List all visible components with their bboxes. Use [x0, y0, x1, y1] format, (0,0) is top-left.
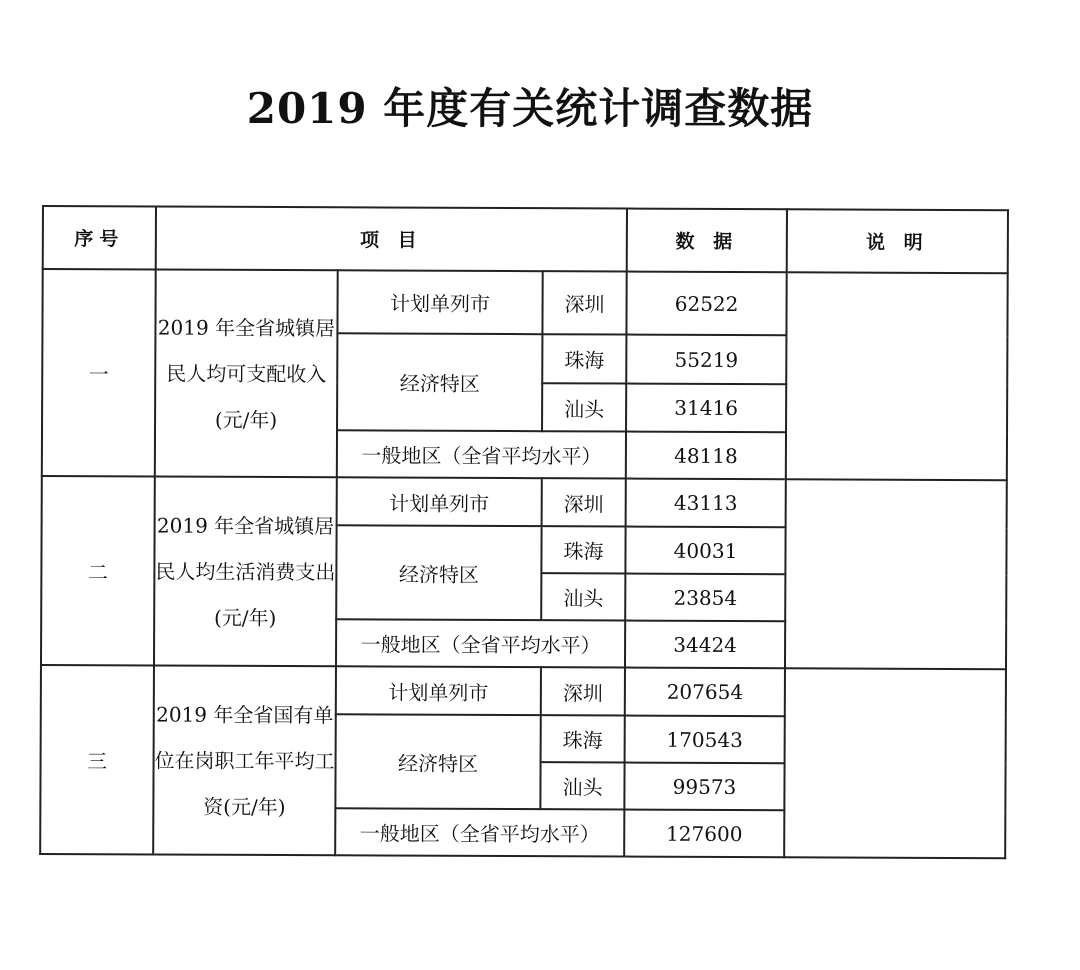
header-row: [43, 206, 1008, 273]
value-cell: 62522: [626, 272, 786, 336]
header-data: 数 据: [627, 209, 787, 273]
city-cell: 汕头: [540, 762, 624, 809]
value-cell: 43113: [626, 479, 786, 528]
section-index: 三: [40, 665, 154, 854]
city-cell: 汕头: [542, 383, 626, 431]
section-index: 二: [41, 476, 155, 665]
value-cell: 170543: [625, 716, 785, 764]
region-planned-city: 计划单列市: [337, 477, 542, 526]
city-cell: 珠海: [542, 334, 626, 383]
city-cell: 深圳: [542, 478, 626, 526]
section-item: 2019 年全省国有单位在岗职工年平均工资(元/年): [153, 665, 336, 855]
region-general: 一般地区（全省平均水平）: [337, 430, 626, 478]
region-sez: 经济特区: [335, 714, 540, 809]
statistics-table: [39, 205, 1009, 859]
city-cell: 深圳: [542, 271, 626, 334]
region-sez: 经济特区: [337, 333, 542, 431]
section-item: 2019 年全省城镇居民人均可支配收入(元/年): [155, 269, 338, 477]
note-cell: [786, 272, 1008, 480]
value-cell: 99573: [624, 763, 784, 811]
region-sez: 经济特区: [336, 525, 541, 620]
region-planned-city: 计划单列市: [337, 270, 542, 334]
city-cell: 珠海: [541, 715, 625, 762]
section-index: 一: [42, 269, 156, 476]
city-cell: 汕头: [541, 573, 625, 620]
note-cell: [784, 668, 1006, 858]
region-general: 一般地区（全省平均水平）: [335, 808, 624, 856]
section-item: 2019 年全省城镇居民人均生活消费支出(元/年): [154, 476, 337, 666]
table-row: [42, 269, 1007, 336]
city-cell: 珠海: [541, 526, 625, 573]
note-cell: [785, 479, 1007, 669]
value-cell: 31416: [626, 384, 786, 433]
header-item: 项 目: [156, 206, 627, 271]
value-cell: 207654: [625, 668, 785, 717]
header-index: 序号: [43, 206, 156, 269]
page-title: 2019 年度有关统计调查数据: [246, 84, 814, 133]
header-note: 说 明: [787, 209, 1008, 273]
region-general: 一般地区（全省平均水平）: [336, 619, 625, 667]
value-cell: 23854: [625, 574, 785, 622]
city-cell: 深圳: [541, 667, 625, 715]
value-cell: 34424: [625, 621, 785, 669]
region-planned-city: 计划单列市: [336, 666, 541, 715]
table-row: [42, 476, 1007, 528]
value-cell: 55219: [626, 335, 786, 385]
value-cell: 40031: [625, 527, 785, 575]
value-cell: 48118: [626, 432, 786, 480]
table-row: [41, 665, 1006, 717]
value-cell: 127600: [624, 810, 784, 858]
